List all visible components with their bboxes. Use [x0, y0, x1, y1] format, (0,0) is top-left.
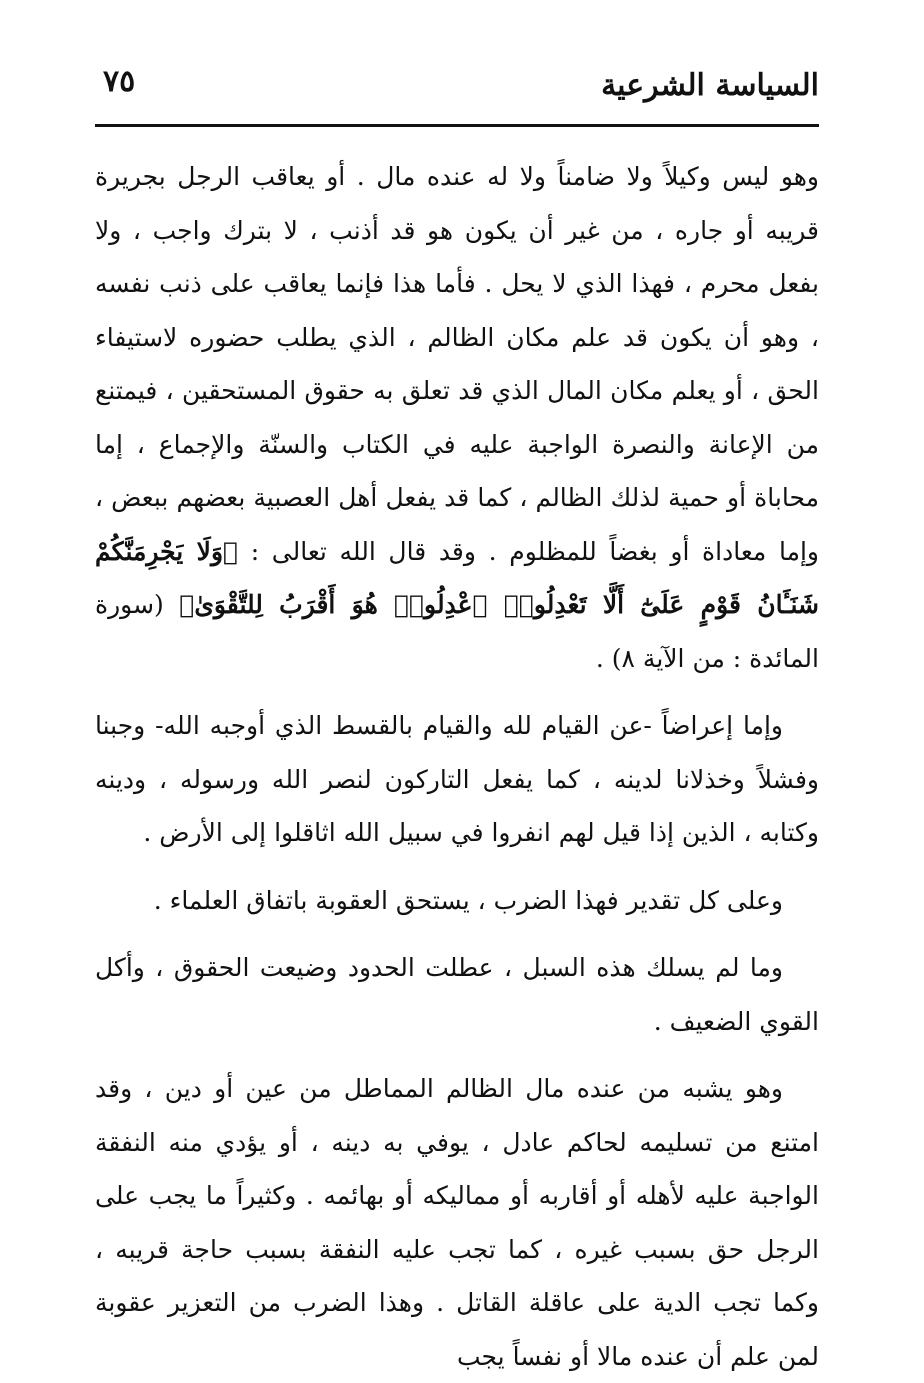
quran-verse: ﴿وَلَا يَجْرِمَنَّكُمْ شَنَـَٔانُ قَوْمٍ عَلَىٰٓ أَلَّا تَعْدِلُوا۟ ٱعْدِلُوا۟ هُوَ أَقْرَبُ لِلتَّقْوَىٰ﴾: [95, 536, 820, 619]
page-header: [95, 60, 819, 127]
page-body: [95, 150, 819, 1383]
paragraph-4: وما لم يسلك هذه السبل ، عطلت الحدود وضيعت الحقوق ، وأكل القوي الضعيف .: [95, 953, 819, 1036]
page-number: ٧٥: [103, 64, 136, 99]
paragraph-5: وهو يشبه من عنده مال الظالم المماطل من عين أو دين ، وقد امتنع من تسليمه لحاكم عادل ، يوفي به دينه ، أو يؤدي منه النفقة الواجبة عليه لأهله أو أقاربه أو مماليكه أو بهائمه . وكثيراً ما يجب على الرجل حق بسبب غيره ، كما تجب عليه النفقة بسبب حاجة قريبه ، وكما تجب الدية على عاقلة القاتل . وهذا الضرب من التعزير عقوبة لمن علم أن عنده مالا أو نفساً يجب: [95, 1074, 819, 1371]
paragraph-1: [95, 150, 819, 685]
paragraph-2: وإما إعراضاً -عن القيام لله والقيام بالقسط الذي أوجبه الله- وجبنا وفشلاً وخذلانا لدينه ، كما يفعل التاركون لنصر الله ورسوله ، ودينه وكتابه ، الذين إذا قيل لهم انفروا في سبيل الله اثاقلوا إلى الأرض .: [95, 711, 819, 847]
running-title: السياسة الشرعية: [601, 68, 819, 103]
verse-citation: (سورة المائدة : من الآية ٨) .: [95, 590, 819, 673]
paragraph-1-lead: وهو ليس وكيلاً ولا ضامناً ولا له عنده مال . أو يعاقب الرجل بجريرة قريبه أو جاره ، من غير أن يكون هو قد أذنب ، لا بترك واجب ، ولا بفعل محرم ، فهذا الذي لا يحل . فأما هذا فإنما يعاقب على ذنب نفسه ، وهو أن يكون قد علم مكان الظالم ، الذي يطلب حضوره لاستيفاء الحق ، أو يعلم مكان المال الذي قد تعلق به حقوق المستحقين ، فيمتنع من الإعانة والنصرة الواجبة عليه في الكتاب والسنّة والإجماع ، إما محاباة أو حمية لذلك الظالم ، كما قد يفعل أهل العصبية بعضهم ببعض ، وإما معاداة أو بغضاً للمظلوم . وقد قال الله تعالى :: [95, 162, 819, 566]
paragraph-3: وعلى كل تقدير فهذا الضرب ، يستحق العقوبة باتفاق العلماء .: [153, 885, 783, 915]
